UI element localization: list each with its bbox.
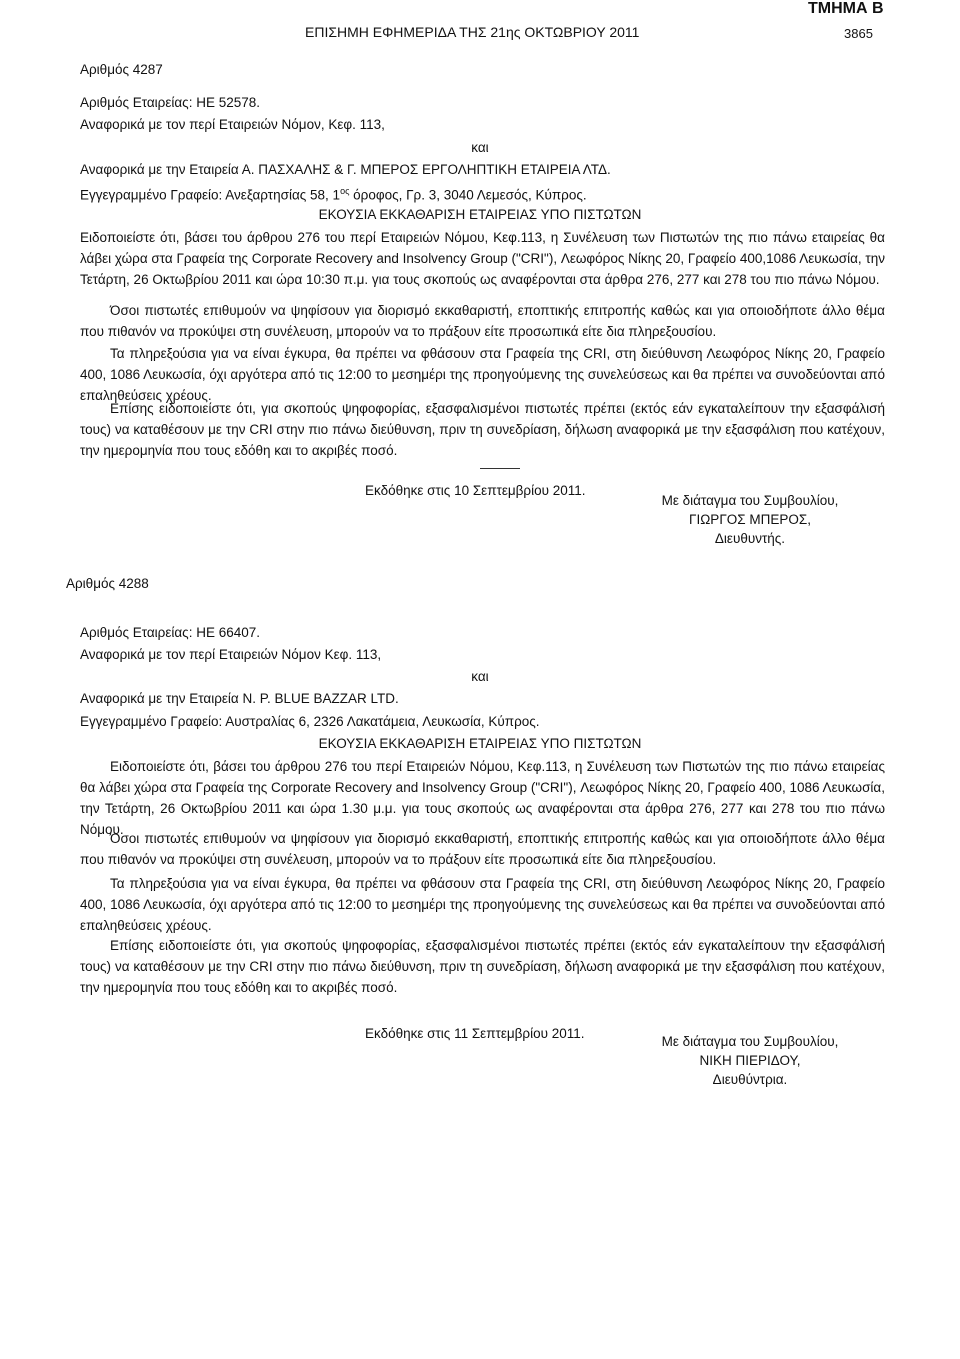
ordinal-suffix: ος (340, 186, 350, 196)
signatory-role: Διευθυντής. (714, 531, 786, 546)
signature-block (620, 1032, 880, 1089)
notice-paragraph: Όσοι πιστωτές επιθυμούν να ψηφίσουν για διορισμό εκκαθαριστή, εποπτικής επιτροπής καθώς και για οποιοδήποτε άλλο θέμα που πιθανόν να προκύψει στη συνέλευση, μπορούν να το πράξουν είτε προσωπικά είτε δια πληρεξουσίου. (80, 831, 885, 867)
signature-block (620, 491, 880, 548)
signature-authority: Με διάταγμα του Συμβουλίου, (661, 493, 839, 508)
and-connector: και (471, 669, 489, 684)
company-number: Αριθμός Εταιρείας: ΗΕ 52578. (80, 95, 260, 110)
registered-office: Εγγεγραμμένο Γραφείο: Αυστραλίας 6, 2326 Λακατάμεια, Λευκωσία, Κύπρος. (80, 714, 540, 729)
notice-heading: ΕΚΟΥΣΙΑ ΕΚΚΑΘΑΡΙΣΗ ΕΤΑΙΡΕΙΑΣ ΥΠΟ ΠΙΣΤΩΤΩΝ (318, 207, 642, 222)
company-reference: Αναφορικά με την Εταιρεία Ν. Ρ. BLUE BAZZAR LTD. (80, 691, 399, 706)
signature-authority: Με διάταγμα του Συμβουλίου, (661, 1034, 839, 1049)
and-connector: και (471, 140, 489, 155)
divider (480, 468, 520, 469)
registered-office-text-rest: όροφος, Γρ. 3, 3040 Λεμεσός, Κύπρος. (349, 187, 587, 203)
notice-paragraph: Ειδοποιείστε ότι, βάσει του άρθρου 276 του περί Εταιρειών Νόμου, Κεφ.113, η Συνέλευση των Πιστωτών της πιο πάνω εταιρείας θα λάβει χώρα στα Γραφεία της Corporate Recovery and Insolvency Group ("CRI"), Λεωφόρος Νίκης 20, Γραφείο 400,1086 Λευκωσία, την Τετάρτη, 26 Οκτωβρίου 2011 και ώρα 10:30 π.μ. για τους σκοπούς ως αναφέρονται στα άρθρα 276, 277 και 278 του πιο πάνω Νόμου. (80, 230, 885, 287)
signatory-name: ΝΙΚΗ ΠΙΕΡΙΔΟΥ, (699, 1053, 801, 1068)
page-number: 3865 (844, 26, 873, 41)
notice-number: Αριθμός 4287 (80, 62, 163, 77)
company-reference: Αναφορικά με την Εταιρεία Α. ΠΑΣΧΑΛΗΣ & Γ. ΜΠΕΡΟΣ ΕΡΓΟΛΗΠΤΙΚΗ ΕΤΑΙΡΕΙΑ ΛΤΔ. (80, 162, 611, 177)
gazette-title: ΕΠΙΣΗΜΗ ΕΦΗΜΕΡΙΔΑ ΤΗΣ 21ης ΟΚΤΩΒΡΙΟΥ 2011 (305, 24, 640, 40)
signatory-name: ΓΙΩΡΓΟΣ ΜΠΕΡΟΣ, (689, 512, 811, 527)
notice-paragraph: Ειδοποιείστε ότι, βάσει του άρθρου 276 του περί Εταιρειών Νόμου, Κεφ.113, η Συνέλευση των Πιστωτών της πιο πάνω εταιρείας θα λάβει χώρα στα Γραφεία της Corporate Recovery and Insolvency Group ("CRI"), Λεωφόρος Νίκης 20, Γραφείο 400, 1086 Λευκωσία, την Τετάρτη, 26 Οκτωβρίου 2011 και ώρα 1.30 μ.μ. για τους σκοπούς ως αναφέρονται στα άρθρα 276, 277 και 278 του πιο πάνω Νόμου. (80, 759, 885, 837)
company-number: Αριθμός Εταιρείας: ΗΕ 66407. (80, 625, 260, 640)
issue-date: Εκδόθηκε στις 11 Σεπτεμβρίου 2011. (365, 1026, 585, 1041)
notice-heading: ΕΚΟΥΣΙΑ ΕΚΚΑΘΑΡΙΣΗ ΕΤΑΙΡΕΙΑΣ ΥΠΟ ΠΙΣΤΩΤΩΝ (318, 736, 642, 751)
notice-paragraph: Όσοι πιστωτές επιθυμούν να ψηφίσουν για διορισμό εκκαθαριστή, εποπτικής επιτροπής καθώς και για οποιοδήποτε άλλο θέμα που πιθανόν να προκύψει στη συνέλευση, μπορούν να το πράξουν είτε προσωπικά είτε δια πληρεξουσίου. (80, 303, 885, 339)
notice-paragraph: Επίσης ειδοποιείστε ότι, για σκοπούς ψηφοφορίας, εξασφαλισμένοι πιστωτές πρέπει (εκτός εάν εγκαταλείπουν την εξασφάλισή τους) να καταθέσουν με την CRI στην πιο πάνω διεύθυνση, πριν τη συνεδρίαση, δήλωση αναφορικά με την εξασφάλιση που κατέχουν, την ημερομηνία που τους εδόθη και το ακριβές ποσό. (80, 401, 885, 458)
notice-paragraph: Επίσης ειδοποιείστε ότι, για σκοπούς ψηφοφορίας, εξασφαλισμένοι πιστωτές πρέπει (εκτός εάν εγκαταλείπουν την εξασφάλισή τους) να καταθέσουν με την CRI στην πιο πάνω διεύθυνση, πριν τη συνεδρίαση, δήλωση αναφορικά με την εξασφάλιση που κατέχουν, την ημερομηνία που τους εδόθη και το ακριβές ποσό. (80, 938, 885, 995)
notice-number: Αριθμός 4288 (66, 576, 149, 591)
registered-office-text: Εγγεγραμμένο Γραφείο: Ανεξαρτησίας 58, 1 (80, 187, 341, 203)
signatory-role: Διευθύντρια. (712, 1072, 788, 1087)
issue-date: Εκδόθηκε στις 10 Σεπτεμβρίου 2011. (365, 483, 586, 498)
notice-paragraph: Τα πληρεξούσια για να είναι έγκυρα, θα πρέπει να φθάσουν στα Γραφεία της CRI, στη διεύθυνση Λεωφόρος Νίκης 20, Γραφείο 400, 1086 Λευκωσία, όχι αργότερα από τις 12:00 το μεσημέρι της προηγούμενης της συνελεύσεως και θα πρέπει να συνοδεύονται από επαληθεύσεις χρέους. (80, 346, 885, 403)
law-reference: Αναφορικά με τον περί Εταιρειών Νόμον, Κεφ. 113, (80, 117, 385, 132)
law-reference: Αναφορικά με τον περί Εταιρειών Νόμον Κεφ. 113, (80, 647, 382, 662)
section-label: ΤΜΗΜΑ Β (808, 0, 884, 17)
registered-office (80, 181, 587, 206)
notice-paragraph: Τα πληρεξούσια για να είναι έγκυρα, θα πρέπει να φθάσουν στα Γραφεία της CRI, στη διεύθυνση Λεωφόρος Νίκης 20, Γραφείο 400, 1086 Λευκωσία, όχι αργότερα από τις 12:00 το μεσημέρι της προηγούμενης της συνελεύσεως και θα πρέπει να συνοδεύονται από επαληθεύσεις χρέους. (80, 876, 885, 933)
